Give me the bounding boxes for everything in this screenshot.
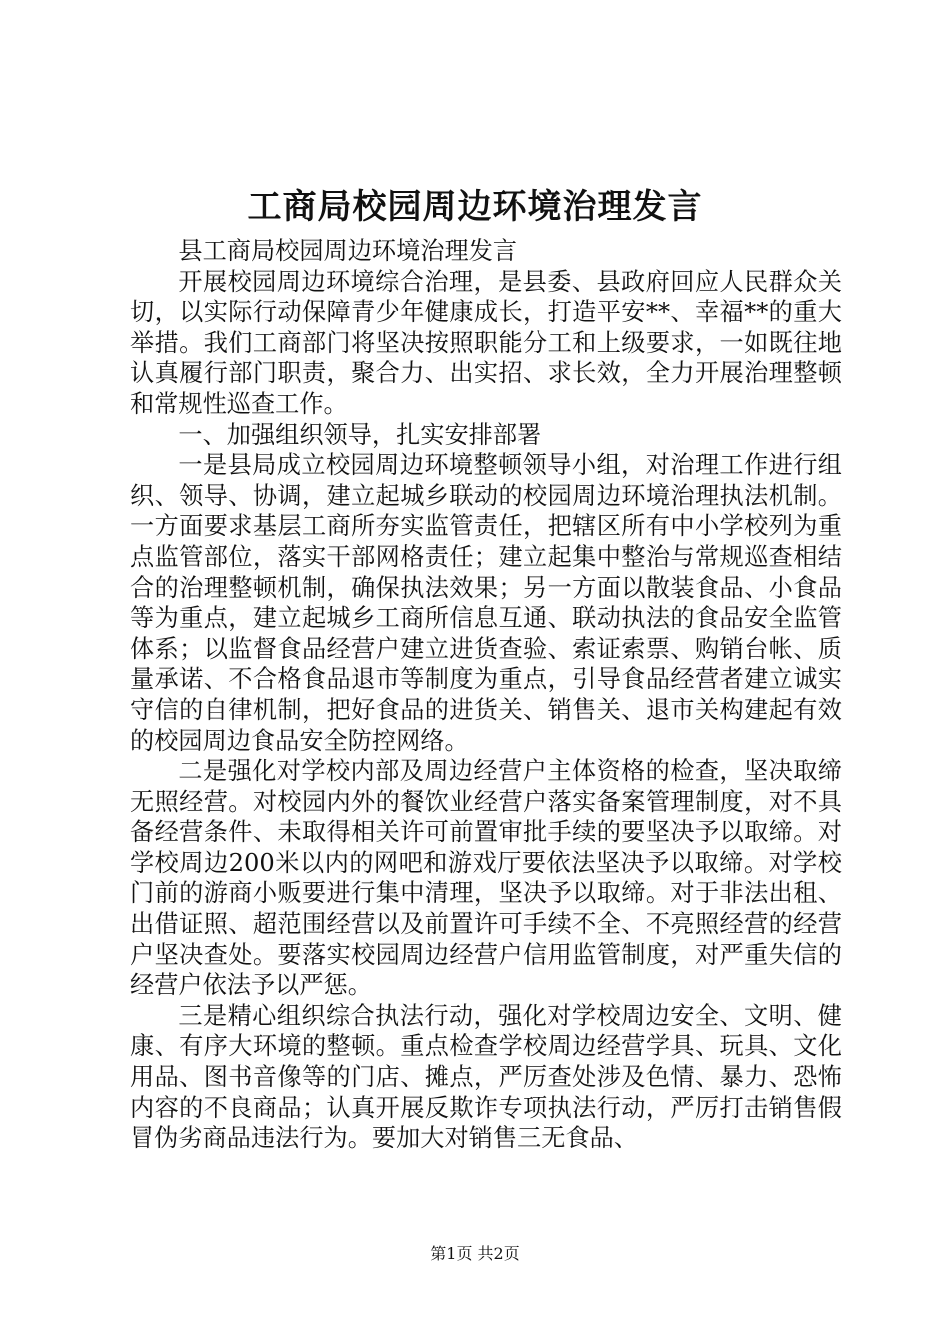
page-footer: 第1页 共2页 [430, 1244, 520, 1263]
paragraph-point-2: 二是强化对学校内部及周边经营户主体资格的检查，坚决取缔无照经营。对校园内外的餐饮业经营户落实备案管理制度，对不具备经营条件、未取得相关许可前置审批手续的要坚决予以取缔。对学校周边200米以内的网吧和游戏厅要依法坚决予以取缔。对学校门前的游商小贩要进行集中清理，坚决予以取缔。对于非法出租、出借证照、超范围经营以及前置许可手续不全、不亮照经营的经营户坚决查处。要落实校园周边经营户信用监管制度，对严重失信的经营户依法予以严惩。 [130, 757, 842, 1000]
paragraph-point-1: 一是县局成立校园周边环境整顿领导小组，对治理工作进行组织、领导、协调，建立起城乡联动的校园周边环境治理执法机制。一方面要求基层工商所夯实监管责任，把辖区所有中小学校列为重点监管部位，落实干部网格责任；建立起集中整治与常规巡查相结合的治理整顿机制，确保执法效果；另一方面以散装食品、小食品等为重点，建立起城乡工商所信息互通、联动执法的食品安全监管体系；以监督食品经营户建立进货查验、索证索票、购销台帐、质量承诺、不合格食品退市等制度为重点，引导食品经营者建立诚实守信的自律机制，把好食品的进货关、销售关、退市关构建起有效的校园周边食品安全防控网络。 [130, 451, 842, 755]
document-title: 工商局校园周边环境治理发言 [247, 187, 703, 227]
paragraph-subtitle: 县工商局校园周边环境治理发言 [178, 237, 518, 265]
section-heading-1: 一、加强组织领导，扎实安排部署 [178, 420, 542, 449]
document-body [130, 236, 842, 1154]
paragraph-point-3: 三是精心组织综合执法行动，强化对学校周边安全、文明、健康、有序大环境的整顿。重点检查学校周边经营学具、玩具、文化用品、图书音像等的门店、摊点，严厉查处涉及色情、暴力、恐怖内容的不良商品；认真开展反欺诈专项执法行动，严厉打击销售假冒伪劣商品违法行为。要加大对销售三无食品、 [130, 1001, 842, 1153]
paragraph-intro: 开展校园周边环境综合治理，是县委、县政府回应人民群众关切，以实际行动保障青少年健康成长，打造平安**、幸福**的重大举措。我们工商部门将坚决按照职能分工和上级要求，一如既往地认真履行部门职责，聚合力、出实招、求长效，全力开展治理整顿和常规性巡查工作。 [130, 267, 842, 418]
